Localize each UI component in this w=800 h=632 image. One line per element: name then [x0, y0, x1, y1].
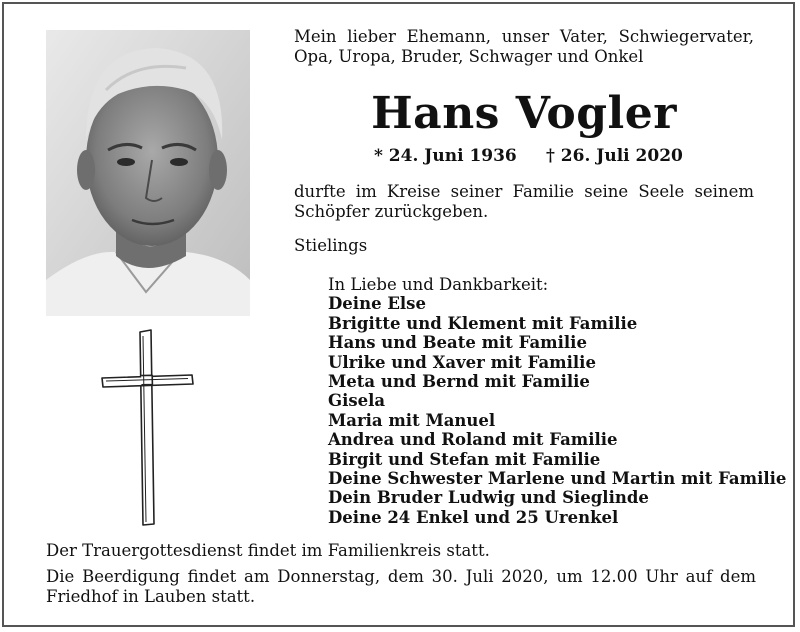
cross-icon	[98, 328, 198, 526]
mourner-item: Maria mit Manuel	[328, 410, 496, 430]
deceased-name: Hans Vogler	[371, 88, 677, 139]
portrait-photo-drawing	[46, 30, 250, 316]
mourners-heading: In Liebe und Dankbarkeit:	[328, 275, 549, 294]
burial-line-1: Die Beerdigung findet am Donnerstag, dem 30. Juli 2020, um 12.00 Uhr auf dem	[46, 567, 756, 586]
soul-line-1: durfte im Kreise seiner Familie seine Seele seinem	[294, 182, 754, 201]
cross-icon-drawing	[98, 328, 198, 526]
intro-line-1: Mein lieber Ehemann, unser Vater, Schwiegervater,	[294, 27, 754, 46]
soul-line-2: Schöpfer zurückgeben.	[294, 202, 489, 221]
burial-line-2: Friedhof in Lauben statt.	[46, 587, 256, 606]
soul-text	[294, 182, 754, 222]
mourners-list	[328, 275, 787, 527]
mourner-item: Birgit und Stefan mit Familie	[328, 449, 601, 469]
intro-line-2: Opa, Uropa, Bruder, Schwager und Onkel	[294, 47, 644, 66]
mourner-item: Dein Bruder Ludwig und Sieglinde	[328, 488, 649, 508]
place-name: Stielings	[294, 236, 368, 255]
burial-note	[46, 567, 756, 607]
mourner-item: Hans und Beate mit Familie	[328, 333, 587, 353]
mourner-item: Deine Schwester Marlene und Martin mit Familie	[328, 469, 787, 489]
mourner-item: Deine 24 Enkel und 25 Urenkel	[328, 507, 619, 527]
mourner-item: Brigitte und Klement mit Familie	[328, 313, 638, 333]
intro-text	[294, 27, 754, 67]
death-date: † 26. Juli 2020	[546, 146, 683, 166]
mourner-item: Deine Else	[328, 294, 426, 314]
footer-text	[46, 541, 756, 613]
mourner-item: Gisela	[328, 391, 386, 411]
mourner-item: Ulrike und Xaver mit Familie	[328, 352, 596, 372]
mourner-item: Andrea und Roland mit Familie	[328, 430, 618, 450]
portrait-photo	[46, 30, 250, 316]
birth-date: * 24. Juni 1936	[374, 146, 517, 166]
service-note: Der Trauergottesdienst findet im Familienkreis statt.	[46, 541, 490, 560]
mourner-item: Meta und Bernd mit Familie	[328, 372, 590, 392]
